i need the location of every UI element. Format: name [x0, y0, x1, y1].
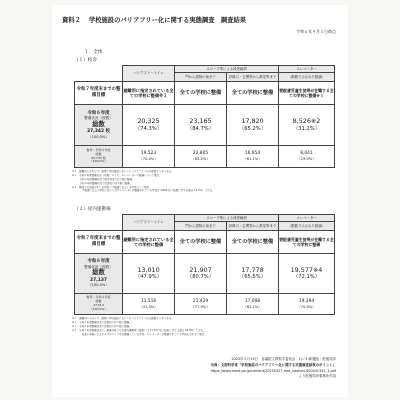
note-line: ※１ 避難所のみならず、通常の学校施設においてもバリアフリー化を推進すべきである。: [72, 317, 174, 320]
source-line-citation: 出典：文部科学省「学校施設のバリアフリー化に関する実態調査結果のポイント」: [210, 362, 336, 367]
subsection-heading-school-buildings: （１）校舎: [74, 58, 97, 63]
document-label: 資料２: [62, 17, 81, 24]
target-elevator: 要配慮児童生徒等が在籍する全ての学校に整備※１: [279, 82, 335, 105]
reference-ramp-gate: [175, 146, 227, 168]
reference-year: 参考：令和４年度: [86, 295, 111, 300]
header-elevator: エレベーター: [279, 215, 335, 222]
reference-total-label: 総数: [95, 151, 102, 156]
header-ramp-gate: 門から建物の前まで: [175, 73, 227, 82]
status-toilet: [123, 254, 175, 294]
status-ramp-gate: [175, 254, 227, 294]
status-toilet-count: 20,325: [137, 117, 160, 126]
row-label-status: [75, 105, 123, 146]
reference-elevator: [279, 294, 335, 315]
header-ramp-entrance: 昇降口・玄関等から教室等まで: [227, 73, 279, 82]
reference-total-label: 総数: [95, 299, 102, 304]
status-caption: 整備状況（校数）: [84, 116, 113, 121]
note-line: ※４ 令和６年度整備状況で、整備対象となる屋内運動場（総数）は 17,577 校（総数に対する割合 64.8%）となる。: [72, 328, 206, 332]
notes-school-buildings: [72, 170, 336, 193]
reference-ramp-gate-pct: （82.2%）: [191, 157, 210, 162]
status-elevator: [279, 254, 335, 294]
reference-ramp-entrance: [227, 294, 279, 315]
reference-ramp-entrance-count: 16,954: [244, 151, 261, 157]
row-label-target: 令和７年度末までの整備目標: [75, 231, 123, 254]
source-link[interactable]: https://www.mext.go.jp/content/20250327-mxt_sisetuki-000041332_1.pdf: [210, 368, 336, 373]
note-line: ※１ 避難所のみならず、通常の学校施設においてもバリアフリー化を推進すべきである。: [72, 170, 174, 173]
reference-total: 27,733 校: [91, 155, 106, 160]
reference-year: 参考：令和４年度: [86, 147, 111, 152]
row-label-status: [75, 254, 123, 294]
status-ramp-entrance-pct: （65.5%）: [239, 274, 266, 281]
row-label-target: 令和７年度末までの整備目標: [75, 82, 123, 105]
corner-cell: [75, 66, 123, 82]
status-ramp-gate-count: 23,165: [189, 117, 212, 126]
status-elevator-count: 19,577※4: [290, 265, 323, 274]
target-ramp-entrance: 全ての学校に整備: [227, 82, 279, 105]
reference-ramp-gate-count: 21,429: [192, 298, 209, 304]
note-line: ※２ 令和６年度整備状況（校数）のうち、エレベーターの整備について集計。: [72, 173, 162, 177]
header-elevator: エレベーター: [279, 66, 335, 73]
reference-toilet-pct: （41.9%）: [139, 304, 158, 309]
reference-elevator-pct: （70.5%）: [297, 304, 316, 309]
as-of-date: 令和６年９月１日時点: [296, 29, 336, 34]
target-ramp-entrance: 全ての学校に整備: [227, 231, 279, 254]
status-ramp-gate: [175, 105, 227, 146]
header-ramp-entrance: 昇降口・玄関等から教室等まで: [227, 222, 279, 231]
status-total-label: 総数: [92, 269, 105, 277]
header-toilet: バリアフリートイレ: [123, 215, 175, 231]
status-toilet-pct: （74.3%）: [135, 125, 162, 132]
source-line-credit: より舩後靖彦事務所作成: [298, 374, 336, 379]
target-toilet: 避難所に指定されている全ての学校に整備: [123, 231, 175, 254]
status-total-pct: （100.0%）: [88, 134, 109, 139]
status-elevator-pct: （72.1%）: [293, 274, 320, 281]
note-line: ２階建て以上の学校においてはエレベーターが整備されている学校は 3,891 校（総数に対する割合 14.2%）となる。: [72, 189, 215, 193]
status-ramp-entrance-pct: （65.2%）: [239, 125, 266, 132]
status-total: 27,342 校: [87, 129, 110, 135]
document-title: 学校施設のバリアフリー化に関する実態調査 調査結果: [88, 17, 247, 24]
status-toilet-pct: （47.9%）: [135, 274, 162, 281]
header-ramp-gate: 門から建物の前まで: [175, 222, 227, 231]
notes-gymnasium: [72, 317, 336, 336]
reference-toilet-count: 19,523: [140, 151, 157, 157]
status-elevator-count: 8,526※2: [292, 117, 321, 126]
reference-ramp-entrance: [227, 146, 279, 168]
note-line: 令和６年度整備状況で設置校の約８割に整備。: [72, 181, 133, 185]
corner-cell: [75, 215, 123, 231]
reference-ramp-gate-count: 22,805: [192, 151, 209, 157]
status-total: 27,137: [90, 277, 107, 283]
header-toilet: バリアフリートイレ: [123, 66, 175, 82]
status-elevator-pct: （31.2%）: [293, 125, 320, 132]
reference-elevator-count: 19,394: [298, 298, 315, 304]
reference-ramp-entrance-pct: （61.1%）: [243, 157, 262, 162]
status-toilet: [123, 105, 175, 146]
reference-total: 27,514: [93, 303, 104, 307]
note-line: ※２ 令和６年度整備状況で設置校の約５割に整備。: [72, 320, 132, 324]
header-elevator-sub: （階数で示された数値）: [279, 73, 335, 82]
reference-total-pct: （100.0%）: [89, 306, 108, 311]
header-elevator-sub: （階数で示された数値）: [279, 222, 335, 231]
target-toilet: 避難所に指定されている全ての学校に整備※１: [123, 82, 175, 105]
reference-toilet-count: 11,516: [140, 298, 157, 304]
document-page: [52, 5, 348, 397]
status-ramp-entrance: [227, 254, 279, 294]
target-ramp-gate: 全ての学校に整備: [175, 82, 227, 105]
status-toilet-count: 13,010: [137, 265, 160, 274]
reference-ramp-gate-pct: （77.9%）: [191, 304, 210, 309]
header-ramp-group: スロープ等による段差解消: [175, 215, 279, 222]
source-line-presentation: 2025年５月15日 参議院文教科学委員会 れいわ新選組・舩後靖彦: [231, 357, 336, 361]
row-label-reference: [75, 294, 123, 315]
status-ramp-entrance: [227, 105, 279, 146]
status-ramp-entrance-count: 17,820: [241, 117, 264, 126]
status-total-label: 総数: [92, 120, 105, 128]
reference-ramp-entrance-count: 17,098: [244, 298, 261, 304]
status-caption: 整備状況（校数）: [84, 264, 113, 269]
target-ramp-gate: 全ての学校に整備: [175, 231, 227, 254]
status-ramp-gate-count: 21,907: [189, 265, 212, 274]
status-ramp-entrance-count: 17,778: [241, 265, 264, 274]
status-ramp-gate-pct: （84.7%）: [187, 125, 214, 132]
status-elevator: [279, 105, 335, 146]
reference-toilet: [123, 146, 175, 168]
reference-toilet: [123, 294, 175, 315]
note-line: ※１ 階段での段差が生じる学校（２階建て以上）を対象として集計。: [72, 185, 152, 189]
status-ramp-gate-pct: （80.7%）: [187, 274, 214, 281]
reference-elevator-count: 8,041: [300, 151, 313, 157]
reference-ramp-gate: [175, 294, 227, 315]
row-label-reference: [75, 146, 123, 168]
reference-elevator: [279, 146, 335, 168]
status-total-pct: （100.0%）: [88, 283, 109, 288]
target-elevator: 要配慮児童生徒等が在籍する全ての学校に整備: [279, 231, 335, 254]
note-line: ※３ 令和６年度整備状況で設置校の約６割に整備。: [72, 324, 132, 328]
reference-ramp-entrance-pct: （62.1%）: [243, 304, 262, 309]
table-gymnasium: [74, 214, 335, 315]
note-line: 令和６年度整備状況で既存校舎の約５割に整備。: [72, 177, 135, 181]
page-title: [62, 15, 246, 24]
note-line: 段差の有無にかかわらずスロープ等を整備している学校、エレベーターが整備されている学校を合わせて集計。: [72, 332, 207, 336]
reference-toilet-pct: （70.4%）: [139, 157, 158, 162]
section-heading: １．全体: [84, 50, 103, 55]
reference-elevator-pct: （29.0%）: [297, 157, 316, 162]
table-school-buildings: [74, 65, 335, 168]
status-year: 令和６年度: [87, 259, 110, 265]
subsection-heading-gymnasium: （２）屋内運動場: [74, 207, 111, 212]
reference-total-pct: （100.0%）: [89, 159, 108, 164]
status-year: 令和６年度: [87, 110, 110, 116]
source-block: [211, 357, 336, 380]
header-ramp-group: スロープ等による段差解消: [175, 66, 279, 73]
